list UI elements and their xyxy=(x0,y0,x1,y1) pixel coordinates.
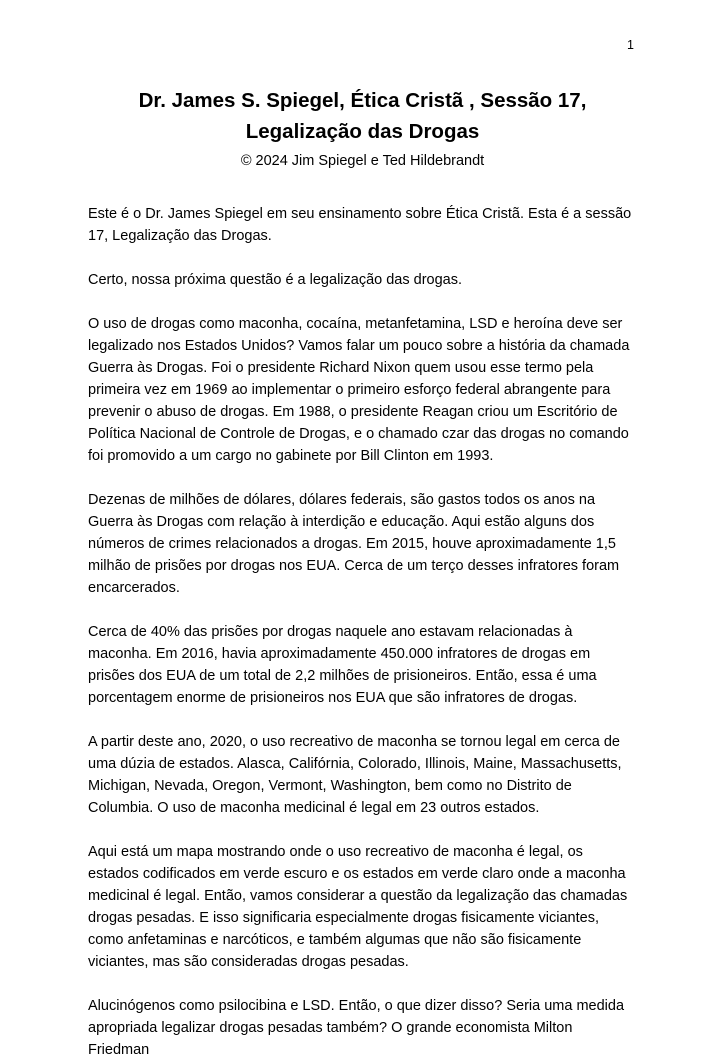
title-line-2: Legalização das Drogas xyxy=(245,119,480,143)
paragraph-marijuana-arrests: Cerca de 40% das prisões por drogas naquele ano estavam relacionadas à maconha. Em 2016, havia aproximadamente 450.000 infratores de drogas em prisões dos EUA de um total de 2,2 milhões de prisioneiros. Então, essa é uma porcentagem enorme de prisioneiros nos EUA que são infratores de drogas. xyxy=(88,623,597,706)
document-body xyxy=(88,203,637,1061)
paragraph-question: Certo, nossa próxima questão é a legalização das drogas. xyxy=(88,271,462,288)
document-title xyxy=(88,86,637,148)
page-number: 1 xyxy=(627,38,634,52)
paragraph-war-on-drugs-history: O uso de drogas como maconha, cocaína, metanfetamina, LSD e heroína deve ser legalizado nos Estados Unidos? Vamos falar um pouco sobre a história da chamada Guerra às Drogas. Foi o presidente Richard Nixon quem usou esse termo pela primeira vez em 1969 ao implementar o primeiro esforço federal abrangente para prevenir o abuso de drogas. Em 1988, o presidente Reagan criou um Escritório de Política Nacional de Controle de Drogas, e o chamado czar das drogas no comando foi promovido a um cargo no gabinete por Bill Clinton em 1993. xyxy=(88,315,630,464)
paragraph-hallucinogens: Alucinógenos como psilocibina e LSD. Então, o que dizer disso? Seria uma medida apropriada legalizar drogas pesadas também? O grande economista Milton Friedman xyxy=(88,997,625,1058)
paragraph-intro: Este é o Dr. James Spiegel em seu ensinamento sobre Ética Cristã. Esta é a sessão 17, Legalização das Drogas. xyxy=(88,205,632,244)
copyright-line: © 2024 Jim Spiegel e Ted Hildebrandt xyxy=(240,152,485,169)
paragraph-drug-crime-numbers: Dezenas de milhões de dólares, dólares federais, são gastos todos os anos na Guerra às Drogas com relação à interdição e educação. Aqui estão alguns dos números de crimes relacionados a drogas. Em 2015, houve aproximadamente 1,5 milhão de prisões por drogas nos EUA. Cerca de um terço desses infratores foram encarcerados. xyxy=(88,491,620,596)
title-line-1: Dr. James S. Spiegel, Ética Cristã , Sessão 17, xyxy=(138,89,587,112)
paragraph-legal-states: A partir deste ano, 2020, o uso recreativo de maconha se tornou legal em cerca de uma dúzia de estados. Alasca, Califórnia, Colorado, Illinois, Maine, Massachusetts, Michigan, Nevada, Oregon, Vermont, Washington, bem como no Distrito de Columbia. O uso de maconha medicinal é legal em 23 outros estados. xyxy=(88,733,622,816)
paragraph-map-hard-drugs: Aqui está um mapa mostrando onde o uso recreativo de maconha é legal, os estados codificados em verde escuro e os estados em verde claro onde a maconha medicinal é legal. Então, vamos considerar a questão da legalização das chamadas drogas pesadas. E isso significaria especialmente drogas fisicamente viciantes, como anfetaminas e narcóticos, e também algumas que não são fisicamente viciantes, mas são consideradas drogas pesadas. xyxy=(88,843,628,970)
